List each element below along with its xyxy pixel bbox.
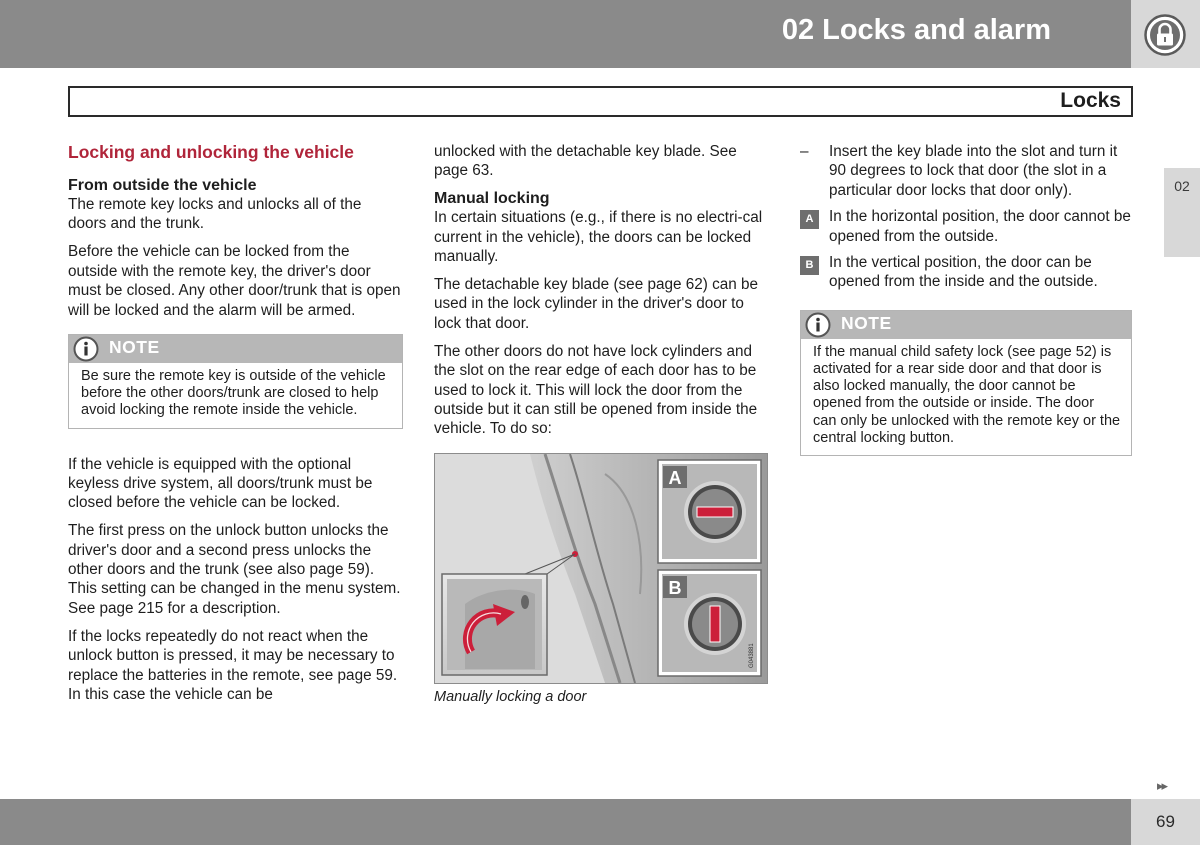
section-heading: Locking and unlocking the vehicle bbox=[68, 142, 354, 162]
page-number: 69 bbox=[1156, 812, 1175, 831]
subheading-manual-locking: Manual locking bbox=[434, 190, 550, 208]
position-a-item bbox=[800, 207, 1132, 246]
paragraph: The first press on the unlock button unlocks the driver's door and a second press unlocks the other doors and the trunk (see also page 59). This setting can be changed in the menu system. See page 215 for a description. bbox=[68, 522, 401, 617]
note-header bbox=[801, 311, 1131, 339]
chapter-title: 02 Locks and alarm bbox=[781, 14, 1051, 46]
info-icon bbox=[73, 336, 99, 362]
page-number-box bbox=[1131, 799, 1200, 845]
footer-bar bbox=[0, 799, 1131, 845]
note-body: Be sure the remote key is outside of the vehicle before the other doors/trunk are closed to help avoid locking the remote inside the vehicle. bbox=[81, 367, 386, 419]
position-a-text: In the horizontal position, the door cannot be opened from the outside. bbox=[829, 208, 1131, 245]
section-title: Locks bbox=[1060, 89, 1121, 112]
note-box bbox=[800, 310, 1132, 456]
figure-label-b: B bbox=[668, 577, 682, 598]
note-title: NOTE bbox=[109, 336, 160, 357]
side-tab-label: 02 bbox=[1174, 178, 1190, 194]
column-3 bbox=[800, 142, 1132, 482]
door-lock-illustration bbox=[435, 454, 767, 683]
figure-code: G043881 bbox=[749, 643, 755, 668]
step-text: Insert the key blade into the slot and turn it 90 degrees to lock that door (the slot in a particular door locks that door only). bbox=[829, 143, 1118, 199]
info-icon bbox=[805, 312, 831, 338]
section-header bbox=[68, 86, 1133, 117]
paragraph: The other doors do not have lock cylinders and the slot on the rear edge of each door has to be used to lock it. This will lock the door from the outside but it can still be opened from inside the vehicle. To do so: bbox=[434, 342, 758, 438]
step-dash: – bbox=[800, 143, 809, 160]
continue-arrows-icon: ▸▸ bbox=[1157, 778, 1167, 793]
instruction-step bbox=[800, 142, 1132, 200]
note-header bbox=[69, 335, 402, 363]
paragraph: Before the vehicle can be locked from the outside with the remote key, the driver's door must be closed. Any other door/trunk that is open will be locked and the alarm will be armed. bbox=[68, 243, 401, 319]
figure-caption: Manually locking a door bbox=[434, 688, 587, 705]
paragraph: In certain situations (e.g., if there is no electri-cal current in the vehicle), the doors can be locked manually. bbox=[434, 209, 763, 266]
badge-a: A bbox=[800, 210, 819, 229]
paragraph: The detachable key blade (see page 62) can be used in the lock cylinder in the driver's door to lock that door. bbox=[434, 276, 759, 332]
figure-label-a: A bbox=[668, 467, 682, 488]
badge-b: B bbox=[800, 256, 819, 275]
column-1 bbox=[68, 142, 403, 713]
padlock-icon bbox=[1144, 14, 1186, 56]
paragraph: The remote key locks and unlocks all of the doors and the trunk. bbox=[68, 196, 362, 233]
note-box bbox=[68, 334, 403, 429]
chapter-header-bar bbox=[0, 0, 1131, 68]
paragraph: If the locks repeatedly do not react when the unlock button is pressed, it may be necessary to replace the batteries in the remote, see page 59. In this case the vehicle can be bbox=[68, 627, 398, 704]
column-2 bbox=[434, 142, 768, 707]
note-title: NOTE bbox=[841, 312, 892, 333]
position-b-text: In the vertical position, the door can be opened from the inside and the outside. bbox=[829, 254, 1098, 291]
chapter-side-tab[interactable] bbox=[1164, 168, 1200, 257]
manual-locking-illustration bbox=[434, 453, 768, 684]
position-b-item bbox=[800, 253, 1132, 292]
paragraph: If the vehicle is equipped with the optional keyless drive system, all doors/trunk must be closed before the vehicle can be locked. bbox=[68, 455, 373, 512]
paragraph: unlocked with the detachable key blade. See page 63. bbox=[434, 143, 737, 180]
note-body: If the manual child safety lock (see page 52) is activated for a rear side door and that door is also locked manually, the door cannot be opened from the outside or inside. The door can only be unlocked with the remote key or the central locking button. bbox=[813, 343, 1121, 446]
subheading-outside: From outside the vehicle bbox=[68, 177, 257, 194]
